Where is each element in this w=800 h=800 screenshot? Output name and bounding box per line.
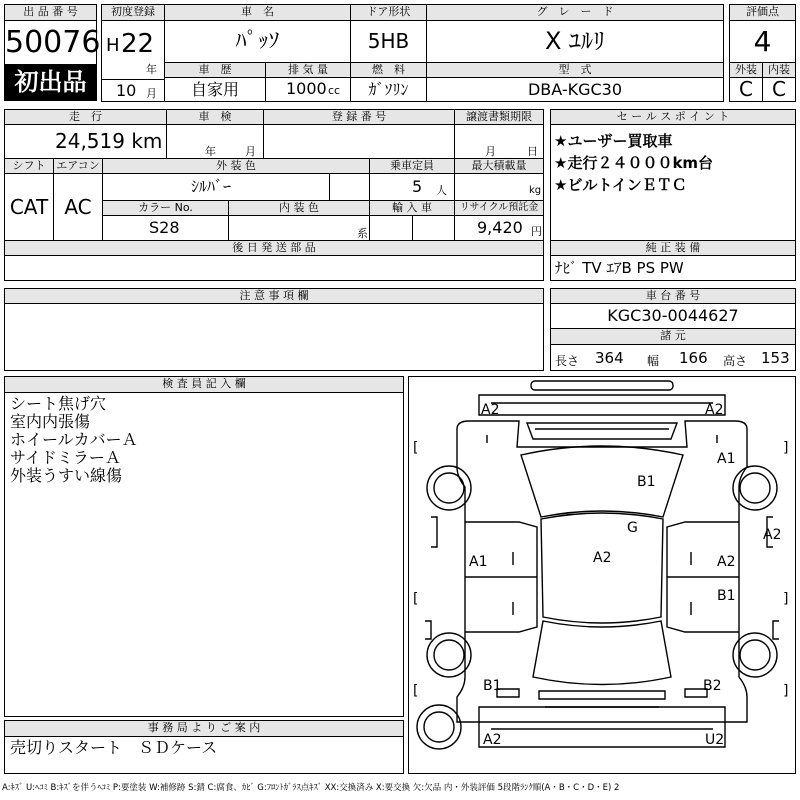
model-code-label: 型 式 (426, 62, 724, 78)
chassis-number: KGC30-0044627 (550, 303, 796, 329)
chassis-number-label: 車 台 番 号 (550, 288, 796, 304)
sales-point-item: ★ビルトインＥＴＣ (554, 176, 687, 194)
inspector-remark-item: シート焦げ穴 (10, 394, 107, 413)
grade: X ﾕﾙﾘ (426, 20, 724, 63)
displacement-label: 排 気 量 (265, 62, 351, 78)
inspector-remark-item: サイドミラーＡ (10, 448, 121, 467)
sales-points-label: セ ー ル ス ポ イ ン ト (550, 109, 796, 125)
capacity-label: 乗車定員 (369, 158, 455, 174)
auction-score: 4 (729, 20, 796, 63)
length-value: 364 (595, 349, 624, 367)
office-notice-label: 事 務 局 よ り ご 案 内 (4, 720, 404, 737)
damage-mark: A2 (717, 554, 736, 570)
registration-number (263, 124, 455, 159)
interior-grade-label: 内装 (762, 62, 796, 78)
damage-mark: A2 (705, 402, 724, 418)
displacement: 1000 (286, 79, 327, 98)
shift-label: シフト (4, 158, 54, 174)
diagram-bracket: [ (413, 591, 419, 607)
interior-color-label: 内 装 色 (228, 200, 370, 216)
score-label: 評価点 (729, 4, 796, 21)
displacement-cell (265, 77, 351, 102)
month-unit: 月 (146, 87, 157, 100)
inspection-label: 車 検 (166, 109, 264, 125)
recycle-unit: 円 (531, 225, 542, 238)
notes-area (4, 303, 544, 371)
diagram-bracket: ] (783, 440, 789, 456)
registration-month: 10 (116, 81, 137, 100)
specs-label: 諸 元 (550, 328, 796, 345)
mileage-label: 走 行 (4, 109, 167, 125)
registration-year: 22 (121, 29, 155, 59)
car-name: ﾊﾟｯｿ (164, 20, 351, 63)
interior-grade: C (762, 77, 796, 102)
height-label: 高さ (723, 354, 748, 368)
specs-row (550, 344, 796, 371)
fuel-type: ｶﾞｿﾘﾝ (350, 77, 427, 102)
diagram-bracket: ] (783, 683, 789, 699)
color-number: S28 (102, 215, 229, 241)
inspection-year-unit: 年 (205, 145, 216, 158)
first-listing-badge: 初出品 (4, 64, 97, 101)
lot-number-label: 出 品 番 号 (4, 4, 97, 21)
damage-mark: B2 (703, 678, 722, 694)
year-unit: 年 (146, 63, 157, 76)
width-value: 166 (679, 349, 708, 367)
inspection-month-unit: 月 (245, 145, 256, 158)
interior-color-cell (228, 215, 370, 241)
transfer-month-unit: 月 (485, 145, 496, 158)
history-label: 車 歴 (164, 62, 266, 78)
recycle-fee: 9,420 (477, 218, 523, 237)
first-registration-year (101, 20, 165, 80)
car-name-label: 車 名 (164, 4, 351, 21)
damage-mark: G (627, 520, 638, 536)
damage-mark: A1 (469, 554, 488, 570)
import-label: 輸 入 車 (369, 200, 455, 216)
damage-mark: B1 (483, 678, 502, 694)
damage-mark: A2 (763, 527, 782, 543)
later-parts-label: 後 日 発 送 部 品 (4, 240, 544, 256)
color-number-label: カラー No. (102, 200, 229, 216)
damage-mark: B1 (637, 474, 656, 490)
max-load-label: 最大積載量 (454, 158, 544, 174)
height-value: 153 (761, 349, 790, 367)
seating-capacity: 5 (412, 177, 423, 196)
diagram-bracket: [ (413, 440, 419, 456)
length-label: 長さ (555, 354, 580, 368)
door-type-label: ドア形状 (350, 4, 427, 21)
inspector-remark-item: ホイールカバーＡ (10, 430, 138, 449)
inspection-expiry (166, 124, 264, 159)
sales-points-list (550, 124, 796, 241)
damage-mark: A2 (593, 550, 612, 566)
inspector-remarks (4, 392, 404, 717)
standard-equipment: ﾅﾋﾞ TV ｴｱB PS PW (550, 255, 796, 281)
model-code: DBA-KGC30 (426, 77, 724, 102)
width-label: 幅 (647, 354, 660, 368)
door-type: 5HB (350, 20, 427, 63)
diagram-bracket: ] (783, 591, 789, 607)
exterior-color-extra (329, 173, 370, 201)
seating-capacity-cell (369, 173, 455, 201)
first-registration-label: 初度登録 (101, 4, 165, 21)
damage-mark: U2 (705, 732, 725, 748)
max-load-cell (454, 173, 544, 201)
notes-label: 注 意 事 項 欄 (4, 288, 544, 304)
import-cell-1 (369, 215, 413, 241)
era: H (106, 35, 120, 56)
exterior-grade-label: 外装 (729, 62, 763, 78)
inspector-remark-item: 室内内張傷 (10, 412, 91, 431)
interior-unit: 系 (357, 227, 368, 240)
registration-number-label: 登 録 番 号 (263, 109, 455, 125)
recycle-fee-cell (454, 215, 544, 241)
load-unit: kg (529, 185, 542, 196)
exterior-color: ｼﾙﾊﾞｰ (102, 173, 330, 201)
recycle-label: リサイクル預託金 (454, 200, 544, 216)
exterior-grade: C (729, 77, 763, 102)
aircon-type: AC (53, 173, 103, 241)
exterior-color-label: 外 装 色 (102, 158, 370, 174)
damage-mark: A1 (717, 451, 736, 467)
equipment-label: 純 正 装 備 (550, 240, 796, 256)
inspector-remarks-label: 検 査 員 記 入 欄 (4, 376, 404, 393)
aircon-label: エアコン (53, 158, 103, 174)
displacement-unit: cc (328, 84, 341, 97)
damage-legend: A:ｷｽﾞ U:ﾍｺﾐ B:ｷｽﾞを伴うﾍｺﾐ P:要塗装 W:補修跡 S:錆 C:腐食、ｶﾋﾞ G:ﾌﾛﾝﾄｶﾞﾗｽ点ｷｽﾞ XX:交換済み X:要交換 欠:欠品 内・外装評価 5段階ﾗﾝｸ順(A・B・C・D・E) 2 (2, 783, 620, 793)
grade-label: グ レ ー ド (426, 4, 724, 21)
inspector-remark-item: 外装うすい線傷 (10, 466, 123, 485)
later-parts (4, 255, 544, 281)
fuel-label: 燃 料 (350, 62, 427, 78)
sales-point-item: ★ユーザー買取車 (554, 132, 673, 150)
capacity-unit: 人 (436, 184, 447, 197)
office-notice: 売切りスタート ＳＤケース (4, 736, 404, 774)
car-outline-drawing (409, 377, 795, 773)
diagram-bracket: [ (413, 683, 419, 699)
transfer-deadline (454, 124, 544, 159)
mileage: 24,519 km (4, 124, 167, 159)
damage-mark: A2 (483, 732, 502, 748)
sales-point-item: ★走行２４０００km台 (554, 154, 714, 172)
lot-number: 50076 (4, 20, 97, 65)
transfer-deadline-label: 譲渡書類期限 (454, 109, 544, 125)
first-registration-month (101, 79, 165, 102)
transfer-day-unit: 日 (527, 145, 538, 158)
shift-type: CAT (4, 173, 54, 241)
import-cell-2 (412, 215, 455, 241)
vehicle-damage-diagram (408, 376, 796, 774)
vehicle-history: 自家用 (164, 77, 266, 102)
damage-mark: A2 (481, 402, 500, 418)
damage-mark: B1 (717, 588, 736, 604)
